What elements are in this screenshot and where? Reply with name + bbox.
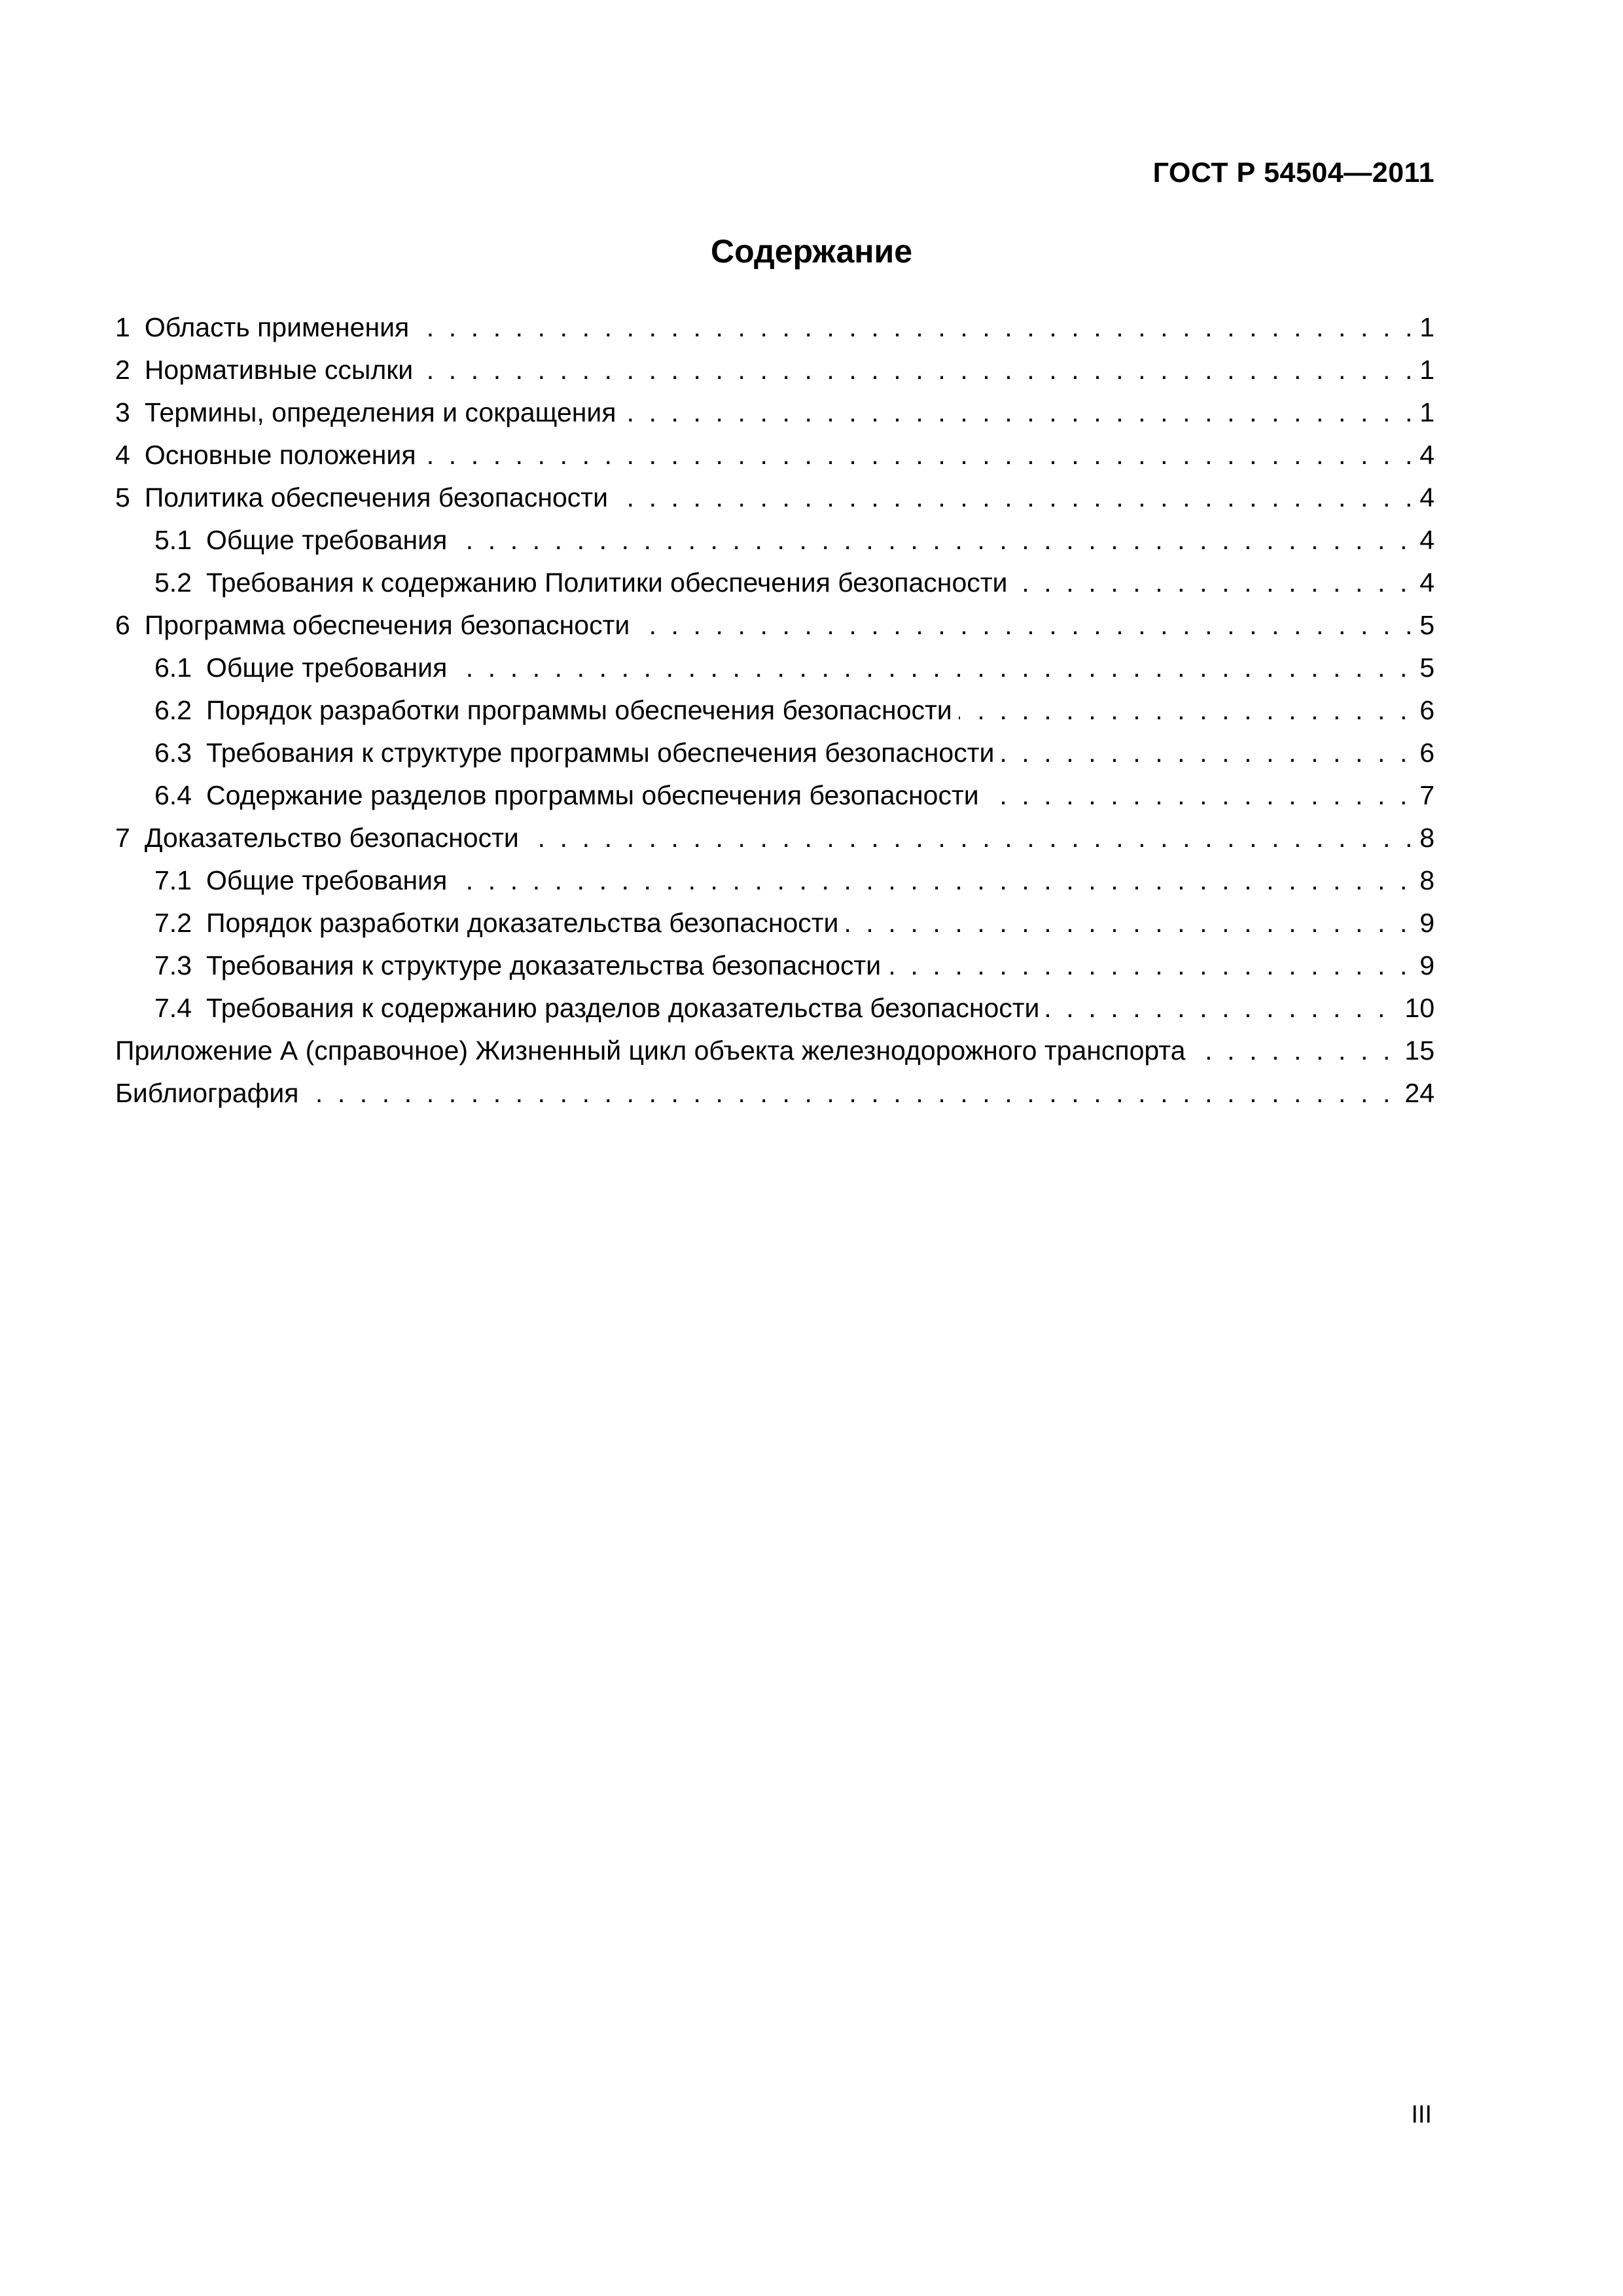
- toc-entry-title: Общие требования: [206, 865, 448, 895]
- toc-entry-page: 1: [1414, 306, 1435, 349]
- toc-entry-title: Общие требования: [206, 525, 448, 555]
- toc-entry-number: 5.2: [154, 567, 192, 598]
- toc-subentry[interactable]: [154, 519, 1435, 562]
- toc-entry-number: 1: [115, 312, 130, 342]
- toc-entry-page: 24: [1399, 1072, 1435, 1115]
- toc-entry-page: 9: [1414, 944, 1435, 987]
- toc-entry-page: 10: [1399, 987, 1435, 1030]
- toc-entry-title: Приложение А (справочное) Жизненный цикл объекта железнодорожного транспорта: [115, 1035, 1186, 1066]
- toc-entry-number: 4: [115, 440, 130, 470]
- toc-entry-page: 6: [1414, 732, 1435, 774]
- toc-title: Содержание: [710, 233, 913, 270]
- toc-entry-number: 3: [115, 397, 130, 427]
- toc-subentry[interactable]: [154, 732, 1435, 774]
- toc-entry-number: 2: [115, 355, 130, 385]
- toc-entry-number: 7.1: [154, 865, 192, 895]
- toc-entry-page: 4: [1414, 476, 1435, 519]
- toc-entry-number: 7.4: [154, 993, 192, 1023]
- toc-subentry[interactable]: [154, 774, 1435, 817]
- toc-entry-page: 4: [1414, 562, 1435, 604]
- toc-entry-number: 6: [115, 610, 130, 640]
- toc-entry-title: Область применения: [144, 312, 410, 342]
- toc-entry-number: 6.2: [154, 695, 192, 725]
- toc-entry-title: Порядок разработки программы обеспечения безопасности: [206, 695, 952, 725]
- toc-entry-page: 5: [1414, 604, 1435, 647]
- toc-entry-number: 6.4: [154, 780, 192, 810]
- toc-entry-page: 4: [1414, 519, 1435, 562]
- toc-entry-title: Требования к структуре программы обеспечения безопасности: [206, 738, 995, 768]
- toc-entry-appendix[interactable]: [115, 1030, 1435, 1072]
- toc-entry-number: 6.1: [154, 653, 192, 683]
- toc-entry-page: 5: [1414, 647, 1435, 689]
- toc-entry[interactable]: [115, 817, 1435, 859]
- toc-entry-title: Требования к содержанию Политики обеспечения безопасности: [206, 567, 1008, 598]
- toc-entry-page: 8: [1414, 859, 1435, 902]
- toc-entry[interactable]: [115, 306, 1435, 349]
- toc-entry-page: 6: [1414, 689, 1435, 732]
- toc-subentry[interactable]: [154, 647, 1435, 689]
- toc-entry-title: Содержание разделов программы обеспечения безопасности: [206, 780, 979, 810]
- table-of-contents: [115, 306, 1435, 1115]
- toc-entry-title: Программа обеспечения безопасности: [144, 610, 630, 640]
- toc-entry-page: 15: [1399, 1030, 1435, 1072]
- toc-entry-title: Политика обеспечения безопасности: [144, 482, 608, 512]
- toc-entry-page: 7: [1414, 774, 1435, 817]
- toc-entry-title: Требования к содержанию разделов доказательства безопасности: [206, 993, 1040, 1023]
- toc-entry-bibliography[interactable]: [115, 1072, 1435, 1115]
- document-code: ГОСТ Р 54504—2011: [1152, 157, 1435, 188]
- toc-entry-number: 6.3: [154, 738, 192, 768]
- toc-entry-page: 9: [1414, 902, 1435, 944]
- toc-entry[interactable]: [115, 349, 1435, 391]
- toc-entry-page: 1: [1414, 391, 1435, 434]
- toc-entry-number: 7.3: [154, 950, 192, 980]
- toc-entry-number: 7.2: [154, 908, 192, 938]
- toc-entry-title: Требования к структуре доказательства безопасности: [206, 950, 882, 980]
- page-number: III: [1411, 2101, 1432, 2128]
- toc-entry-title: Термины, определения и сокращения: [144, 397, 616, 427]
- toc-entry-title: Доказательство безопасности: [144, 823, 519, 853]
- toc-entry-title: Порядок разработки доказательства безопасности: [206, 908, 839, 938]
- toc-entry-page: 8: [1414, 817, 1435, 859]
- toc-entry-title: Библиография: [115, 1078, 299, 1108]
- toc-entry[interactable]: [115, 391, 1435, 434]
- toc-subentry[interactable]: [154, 562, 1435, 604]
- toc-entry-page: 1: [1414, 349, 1435, 391]
- toc-entry-title: Общие требования: [206, 653, 448, 683]
- toc-entry-page: 4: [1414, 434, 1435, 476]
- toc-subentry[interactable]: [154, 689, 1435, 732]
- toc-entry[interactable]: [115, 476, 1435, 519]
- toc-subentry[interactable]: [154, 944, 1435, 987]
- toc-entry-number: 5.1: [154, 525, 192, 555]
- toc-subentry[interactable]: [154, 859, 1435, 902]
- toc-subentry[interactable]: [154, 987, 1435, 1030]
- toc-entry[interactable]: [115, 434, 1435, 476]
- toc-entry-title: Нормативные ссылки: [144, 355, 414, 385]
- toc-entry[interactable]: [115, 604, 1435, 647]
- toc-entry-number: 5: [115, 482, 130, 512]
- toc-entry-number: 7: [115, 823, 130, 853]
- toc-subentry[interactable]: [154, 902, 1435, 944]
- toc-entry-title: Основные положения: [144, 440, 416, 470]
